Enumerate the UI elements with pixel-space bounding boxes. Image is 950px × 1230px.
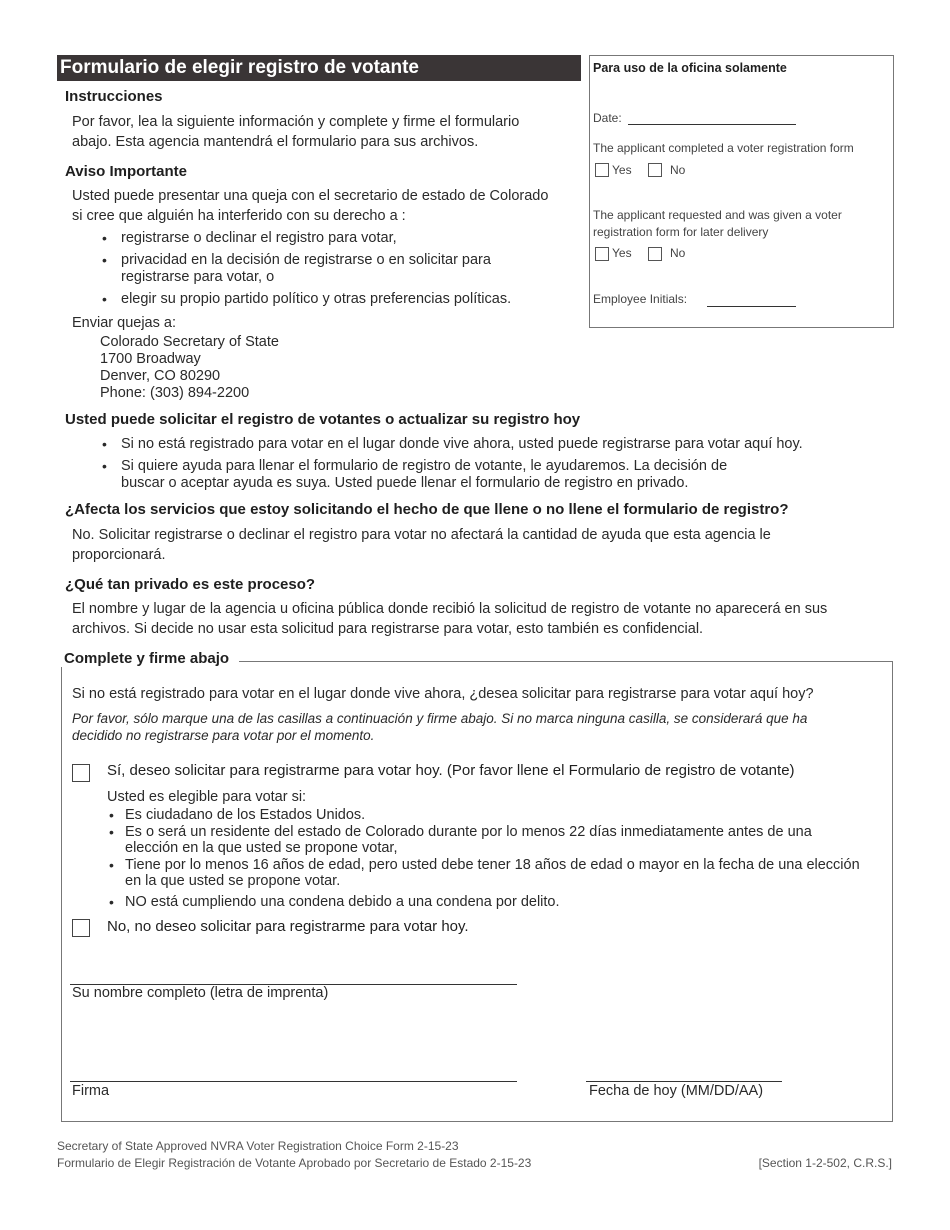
footer-line-1: Secretary of State Approved NVRA Voter Registration Choice Form 2-15-23 xyxy=(57,1139,459,1153)
q2-yes-label: Yes xyxy=(612,246,632,260)
list-item xyxy=(100,458,900,492)
employee-initials-field[interactable] xyxy=(707,306,796,307)
q1-no-label: No xyxy=(670,163,686,177)
office-q1-label: The applicant completed a voter registration form xyxy=(593,141,854,155)
request-bullet-2-line-1: • Si quiere ayuda para llenar el formulario de registro de votante, le ayudaremos. La decisión de xyxy=(121,458,728,474)
register-no-checkbox[interactable] xyxy=(72,919,90,937)
address-line: Colorado Secretary of State xyxy=(100,334,279,350)
list-item: • Es o será un residente del estado de Colorado durante por lo menos 22 días inmediatamente antes de una elección en la que usted se propone votar, xyxy=(107,824,867,857)
sign-question: Si no está registrado para votar en el lugar donde vive ahora, ¿desea solicitar para registrarse para votar aquí hoy? xyxy=(72,686,814,702)
eligible-label: Usted es elegible para votar si: xyxy=(107,789,307,805)
private-heading: ¿Qué tan privado es este proceso? xyxy=(65,576,316,593)
instructions-line-1: Por favor, lea la siguiente información y complete y firme el formulario xyxy=(72,114,520,130)
q2-no-checkbox[interactable] xyxy=(648,247,662,261)
register-no-label: No, no deseo solicitar para registrarme para votar hoy. xyxy=(107,918,469,935)
notice-bullets xyxy=(100,230,520,313)
office-use-box xyxy=(589,55,894,328)
signature-field[interactable] xyxy=(70,1081,517,1082)
address-line: 1700 Broadway xyxy=(100,351,201,367)
list-item: • Tiene por lo menos 16 años de edad, pero usted debe tener 18 años de edad o mayor en la fecha de una elección en la que usted se propone votar. xyxy=(107,857,867,890)
instructions-text xyxy=(72,112,582,152)
office-date-field[interactable] xyxy=(628,124,796,125)
list-item: • privacidad en la decisión de registrarse o en solicitar para registrarse para votar, o xyxy=(100,252,521,286)
instructions-heading: Instrucciones xyxy=(65,88,163,105)
notice-text xyxy=(72,186,587,226)
instructions-line-2: abajo. Esta agencia mantendrá el formulario para sus archivos. xyxy=(72,134,479,150)
sign-note-line-1: Por favor, sólo marque una de las casillas a continuación y firme abajo. Si no marca ninguna casilla, se considerará que ha xyxy=(72,711,808,726)
private-line-2: archivos. Si decide no usar esta solicitud para registrarse para votar, esto también es confidencial. xyxy=(72,621,704,637)
notice-heading: Aviso Importante xyxy=(65,163,187,180)
office-q2-label-1: The applicant requested and was given a voter xyxy=(593,208,842,222)
address-line: Denver, CO 80290 xyxy=(100,368,221,384)
q2-yes-checkbox[interactable] xyxy=(595,247,609,261)
footer-section-ref: [Section 1-2-502, C.R.S.] xyxy=(758,1156,892,1170)
register-yes-checkbox[interactable] xyxy=(72,764,90,782)
list-item: • Es ciudadano de los Estados Unidos. xyxy=(107,807,867,824)
list-item: • registrarse o declinar el registro para votar, xyxy=(100,230,520,247)
affect-line-2: proporcionará. xyxy=(72,547,166,563)
employee-initials-label: Employee Initials: xyxy=(593,292,688,306)
register-yes-label: Sí, deseo solicitar para registrarme para votar hoy. (Por favor llene el Formulario de registro de votante) xyxy=(107,762,795,779)
notice-line-2: si cree que alguién ha interferido con su derecho a : xyxy=(72,208,406,224)
list-item: • elegir su propio partido político y otras preferencias políticas. xyxy=(100,291,520,308)
full-name-label: Su nombre completo (letra de imprenta) xyxy=(72,985,329,1001)
q1-no-checkbox[interactable] xyxy=(648,163,662,177)
office-use-heading: Para uso de la oficina solamente xyxy=(593,61,787,75)
sign-note-line-2: decidido no registrarse para votar por el momento. xyxy=(72,728,375,743)
list-item: • NO está cumpliendo una condena debido a una condena por delito. xyxy=(107,894,867,911)
address-phone: Phone: (303) 894-2200 xyxy=(100,385,250,401)
eligibility-list xyxy=(107,807,867,910)
office-date-label: Date: xyxy=(593,111,622,125)
q1-yes-label: Yes xyxy=(612,163,632,177)
date-label: Fecha de hoy (MM/DD/AA) xyxy=(589,1083,764,1099)
private-text xyxy=(72,599,892,639)
q1-yes-checkbox[interactable] xyxy=(595,163,609,177)
sign-note xyxy=(72,710,882,744)
complaints-label: Enviar quejas a: xyxy=(72,315,176,331)
notice-line-1: Usted puede presentar una queja con el secretario de estado de Colorado xyxy=(72,188,549,204)
office-q2-label-2: registration form for later delivery xyxy=(593,225,769,239)
date-field[interactable] xyxy=(586,1081,782,1082)
list-item: • Si no está registrado para votar en el lugar donde vive ahora, usted puede registrarse para votar aquí hoy. xyxy=(100,436,900,453)
affect-heading: ¿Afecta los servicios que estoy solicitando el hecho de que llene o no llene el formulario de registro? xyxy=(65,501,789,518)
affect-text xyxy=(72,525,892,565)
request-bullets xyxy=(100,436,900,497)
sos-address xyxy=(100,334,279,402)
request-bullet-2-line-2: buscar o aceptar ayuda es suya. Usted puede llenar el formulario de registro en privado. xyxy=(121,475,689,491)
request-heading: Usted puede solicitar el registro de votantes o actualizar su registro hoy xyxy=(65,411,581,428)
form-title: Formulario de elegir registro de votante xyxy=(57,55,581,81)
footer-line-2: Formulario de Elegir Registración de Votante Aprobado por Secretario de Estado 2-15-23 xyxy=(57,1156,532,1170)
footer-left xyxy=(57,1138,531,1172)
signature-label: Firma xyxy=(72,1083,110,1099)
q2-no-label: No xyxy=(670,246,686,260)
private-line-1: El nombre y lugar de la agencia u oficina pública donde recibió la solicitud de registro de votante no aparecerá en sus xyxy=(72,601,828,617)
affect-line-1: No. Solicitar registrarse o declinar el registro para votar no afectará la cantidad de ayuda que esta agencia le xyxy=(72,527,771,543)
sign-section-label: Complete y firme abajo xyxy=(61,650,239,667)
